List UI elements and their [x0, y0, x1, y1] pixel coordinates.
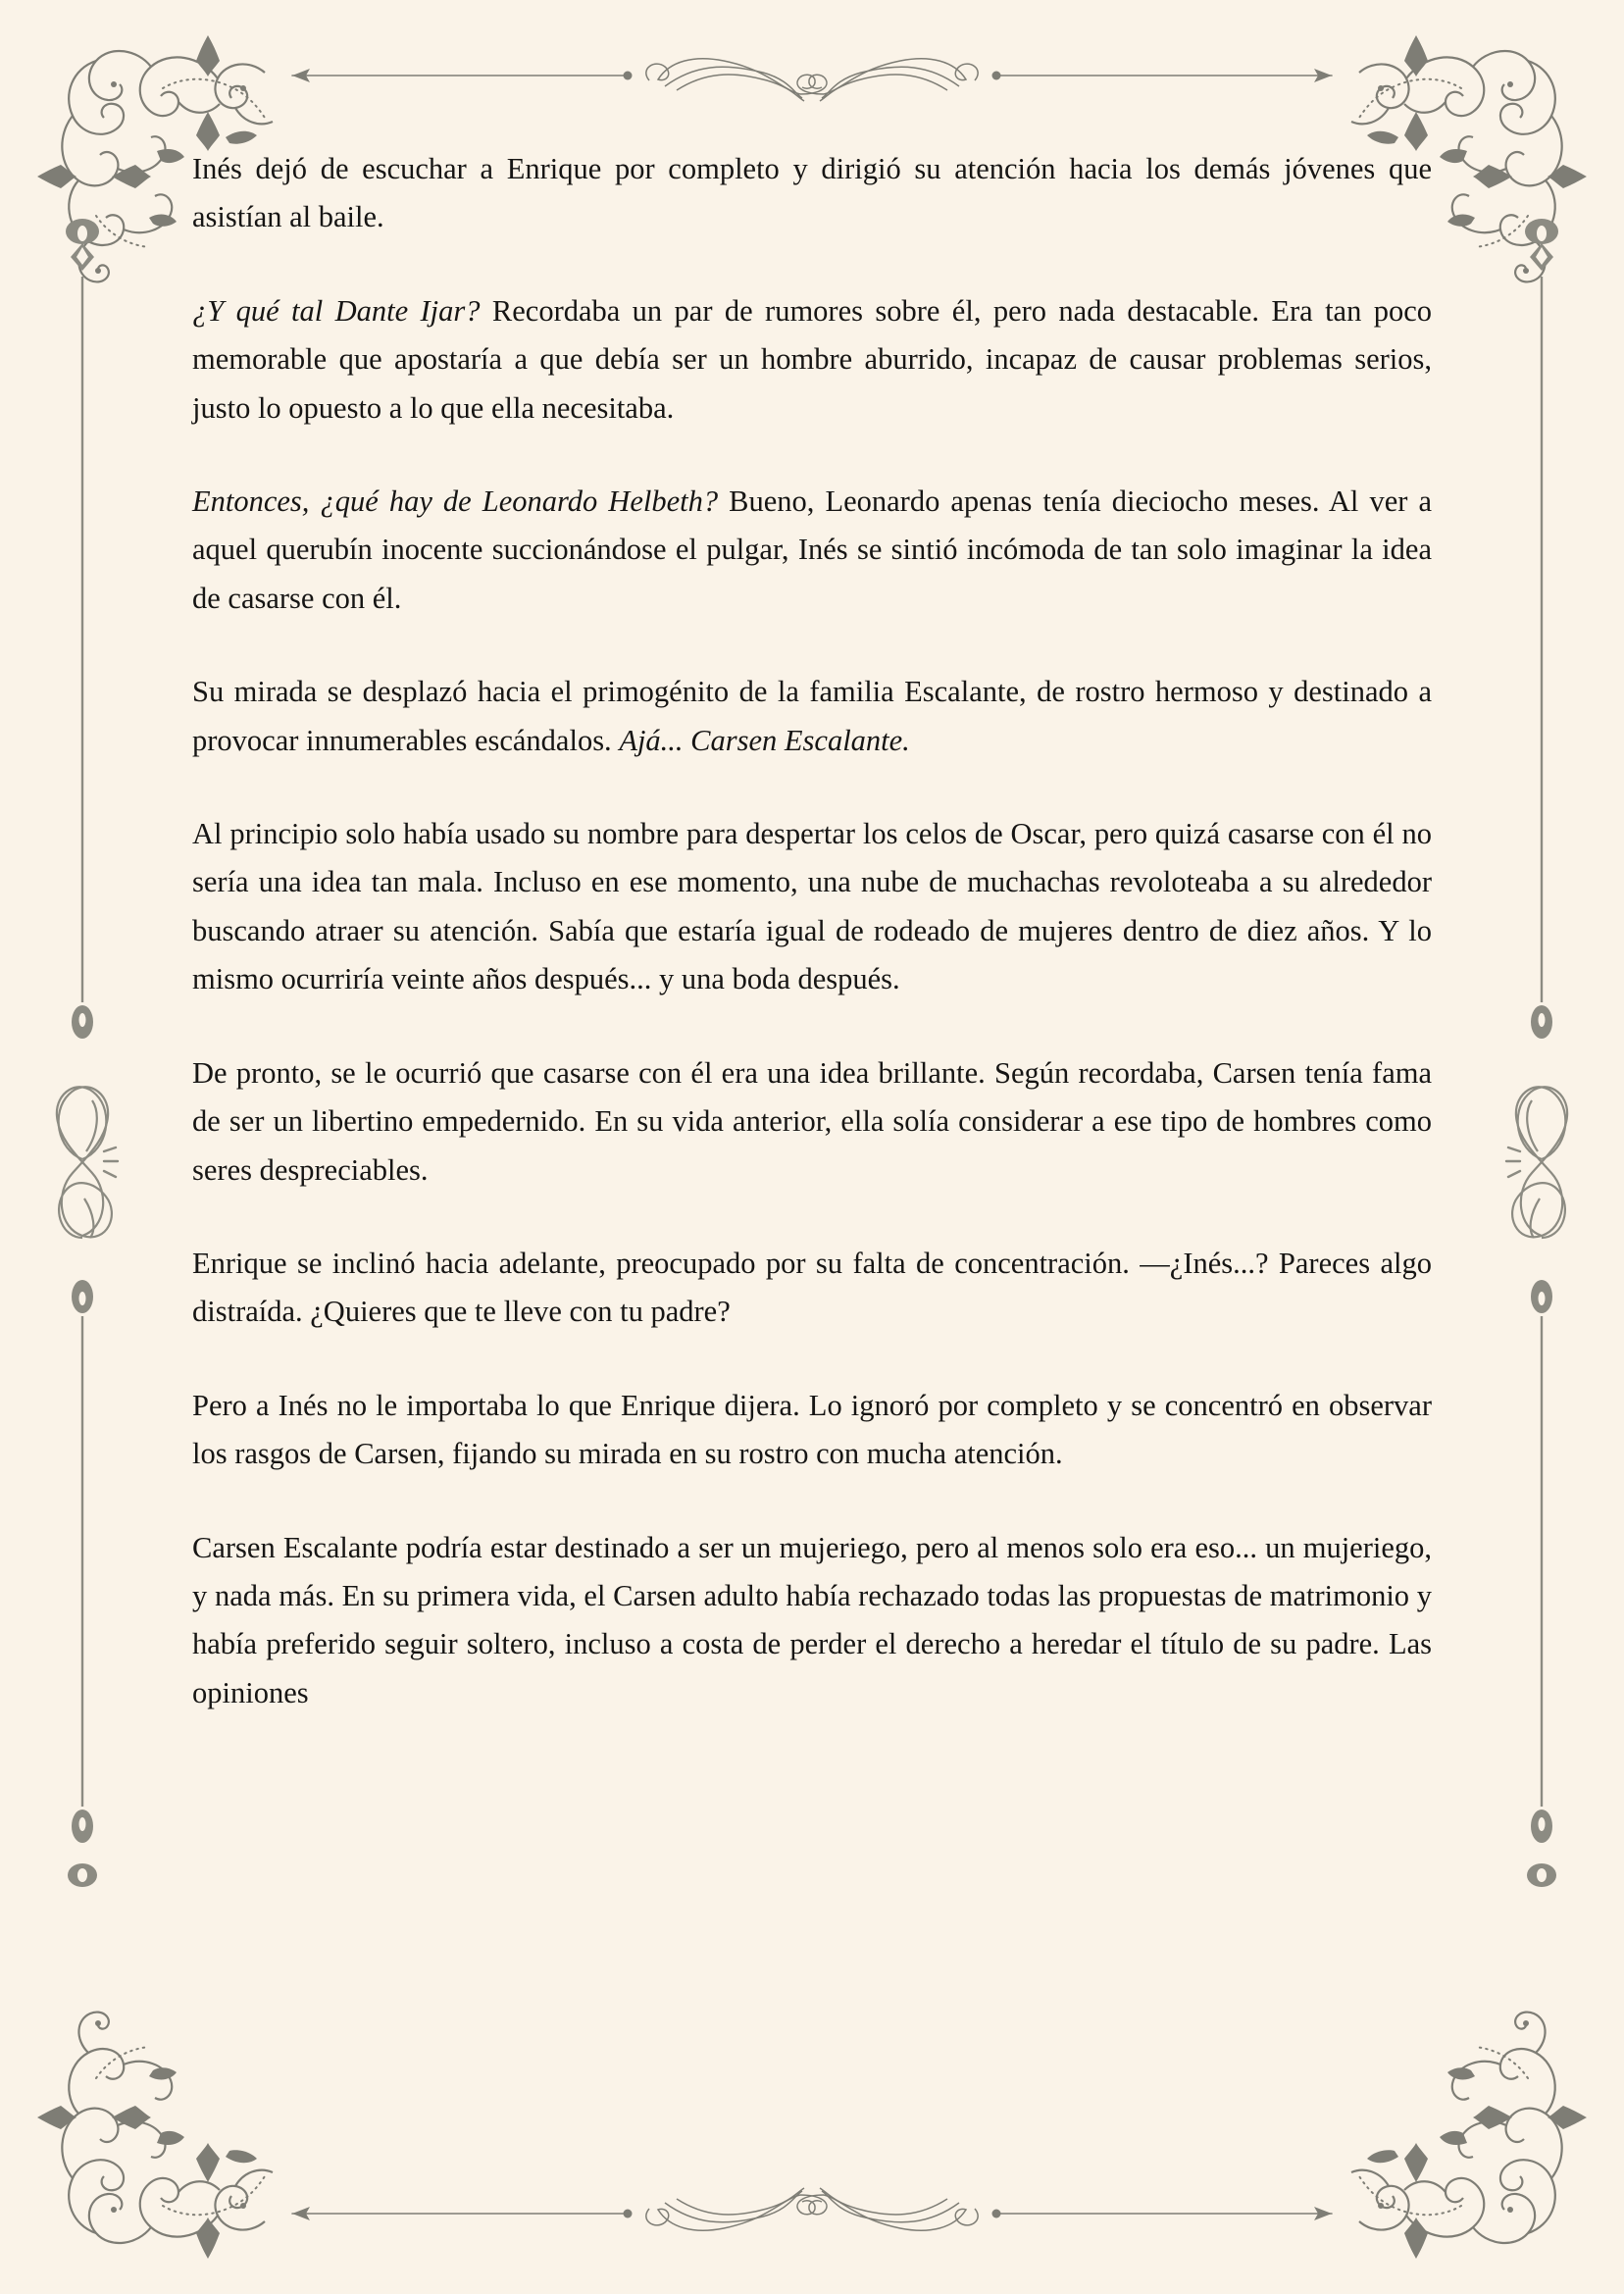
corner-flourish-bottom-left-icon: [33, 1989, 300, 2261]
document-body: [192, 145, 1432, 1717]
body-text: Pero a Inés no le importaba lo que Enrique dijera. Lo ignoró por completo y se concentró en observar los rasgos de Carsen, fijando su mirada en su rostro con mucha atención.: [192, 1388, 1432, 1471]
corner-flourish-bottom-right-icon: [1324, 1989, 1591, 2261]
body-text: Su mirada se desplazó hacia el primogénito de la familia Escalante, de rostro hermoso y destinado a provocar innumerables escándalos.: [192, 675, 1432, 757]
body-text: Recordaba un par de rumores sobre él, pero nada destacable. Era tan poco memorable que apostaría a que debía ser un hombre aburrido, incapaz de causar problemas serios, justo lo opuesto a lo que ella necesitaba.: [192, 293, 1432, 425]
paragraph: [192, 1049, 1432, 1195]
body-text: De pronto, se le ocurrió que casarse con él era una idea brillante. Según recordaba, Carsen tenía fama de ser un libertino empedernido. En su vida anterior, ella solía considerar a ese tipo de hombres como seres despreciables.: [192, 1055, 1432, 1187]
paragraph: [192, 287, 1432, 433]
paragraph: [192, 1240, 1432, 1337]
divider-top-ornament: [233, 47, 1391, 109]
side-rule-right-ornament: [1502, 218, 1581, 2086]
paragraph: [192, 668, 1432, 765]
paragraph: [192, 810, 1432, 1004]
body-text: Bueno, Leonardo apenas tenía dieciocho meses. Al ver a aquel querubín inocente succionándose el pulgar, Inés se sintió incómoda de tan solo imaginar la idea de casarse con él.: [192, 484, 1432, 615]
emphasis-text: Ajá... Carsen Escalante.: [619, 723, 910, 757]
body-text: Enrique se inclinó hacia adelante, preocupado por su falta de concentración. —¿Inés...? Pareces algo distraída. ¿Quieres que te lleve con tu padre?: [192, 1246, 1432, 1329]
paragraph: [192, 1524, 1432, 1718]
emphasis-text: Entonces, ¿qué hay de Leonardo Helbeth?: [192, 484, 719, 519]
body-text: Carsen Escalante podría estar destinado a ser un mujeriego, pero al menos solo era eso... un mujeriego, y nada más. En su primera vida, el Carsen adulto había rechazado todas las propuestas de matrimonio y había preferido seguir soltero, incluso a costa de perder el derecho a heredar el título de su padre. Las opiniones: [192, 1530, 1432, 1709]
body-text: Al principio solo había usado su nombre para despertar los celos de Oscar, pero quizá casarse con él no sería una idea tan mala. Incluso en ese momento, una nube de muchachas revoloteaba a su alrededor buscando atraer su atención. Sabía que estaría igual de rodeado de mujeres dentro de diez años. Y lo mismo ocurriría veinte años después... y una boda después.: [192, 817, 1432, 996]
paragraph: [192, 1382, 1432, 1479]
body-text: Inés dejó de escuchar a Enrique por completo y dirigió su atención hacia los demás jóvenes que asistían al baile.: [192, 152, 1432, 234]
paragraph: [192, 145, 1432, 242]
side-rule-left-ornament: [43, 218, 122, 2086]
divider-bottom-ornament: [233, 2185, 1391, 2247]
emphasis-text: ¿Y qué tal Dante Ijar?: [192, 293, 481, 328]
paragraph: [192, 478, 1432, 623]
